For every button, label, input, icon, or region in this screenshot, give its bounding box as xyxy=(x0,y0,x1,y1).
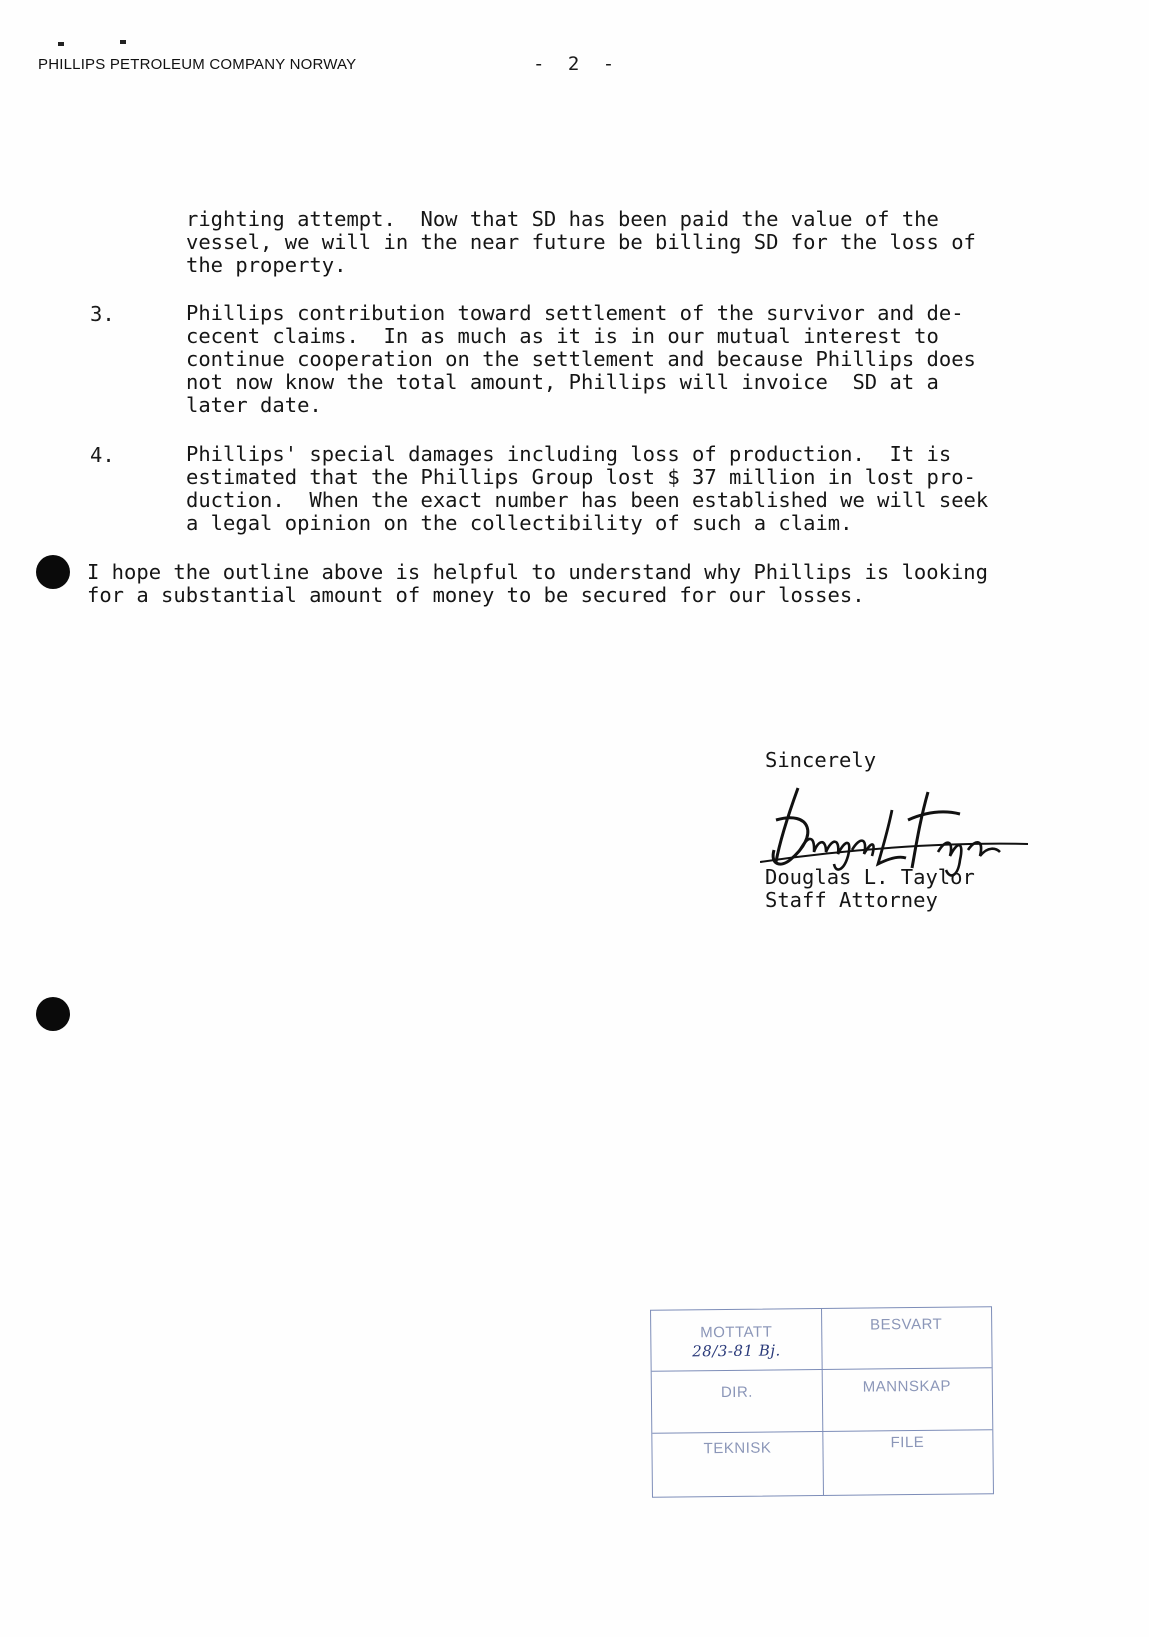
received-stamp xyxy=(650,1306,994,1498)
signatory-title: Staff Attorney xyxy=(765,888,938,912)
stamp-file-label: FILE xyxy=(890,1433,925,1452)
stamp-received-date: 28/3-81 Bj. xyxy=(692,1341,781,1361)
item-text: Phillips contribution toward settlement of the survivor and de- cecent claims. In as much as it is in our mutual interest to continue cooperation on the settlement and because Phillips does not now know the total amount, Phillips will invoice SD at a later date. xyxy=(186,301,976,417)
punch-hole xyxy=(36,997,70,1031)
stamp-dir-label: DIR. xyxy=(720,1383,753,1402)
continuation-paragraph: righting attempt. Now that SD has been paid the value of the vessel, we will in the near future be billing SD for the loss of the property. xyxy=(186,207,976,277)
page-number: - 2 - xyxy=(533,53,621,75)
header-mark xyxy=(120,40,126,44)
stamp-answered-label: BESVART xyxy=(870,1315,943,1334)
signatory-name: Douglas L. Taylor xyxy=(765,865,975,889)
company-letterhead: PHILLIPS PETROLEUM COMPANY NORWAY xyxy=(38,56,357,73)
stamp-technical-label: TEKNISK xyxy=(703,1439,772,1458)
punch-hole xyxy=(36,555,70,589)
closing-paragraph: I hope the outline above is helpful to understand why Phillips is looking for a substantial amount of money to be secured for our losses. xyxy=(87,560,988,607)
salutation: Sincerely xyxy=(765,748,877,772)
item-number: 3. xyxy=(90,302,115,326)
item-text: Phillips' special damages including loss of production. It is estimated that the Phillips Group lost $ 37 million in lost pro- duction. When the exact number has been established we will seek a legal opinion on the collectibility of such a claim. xyxy=(186,442,989,535)
header-mark xyxy=(58,42,64,46)
item-number: 4. xyxy=(90,443,115,467)
stamp-crew-label: MANNSKAP xyxy=(862,1377,952,1396)
stamp-received-label: MOTTATT xyxy=(700,1323,773,1342)
